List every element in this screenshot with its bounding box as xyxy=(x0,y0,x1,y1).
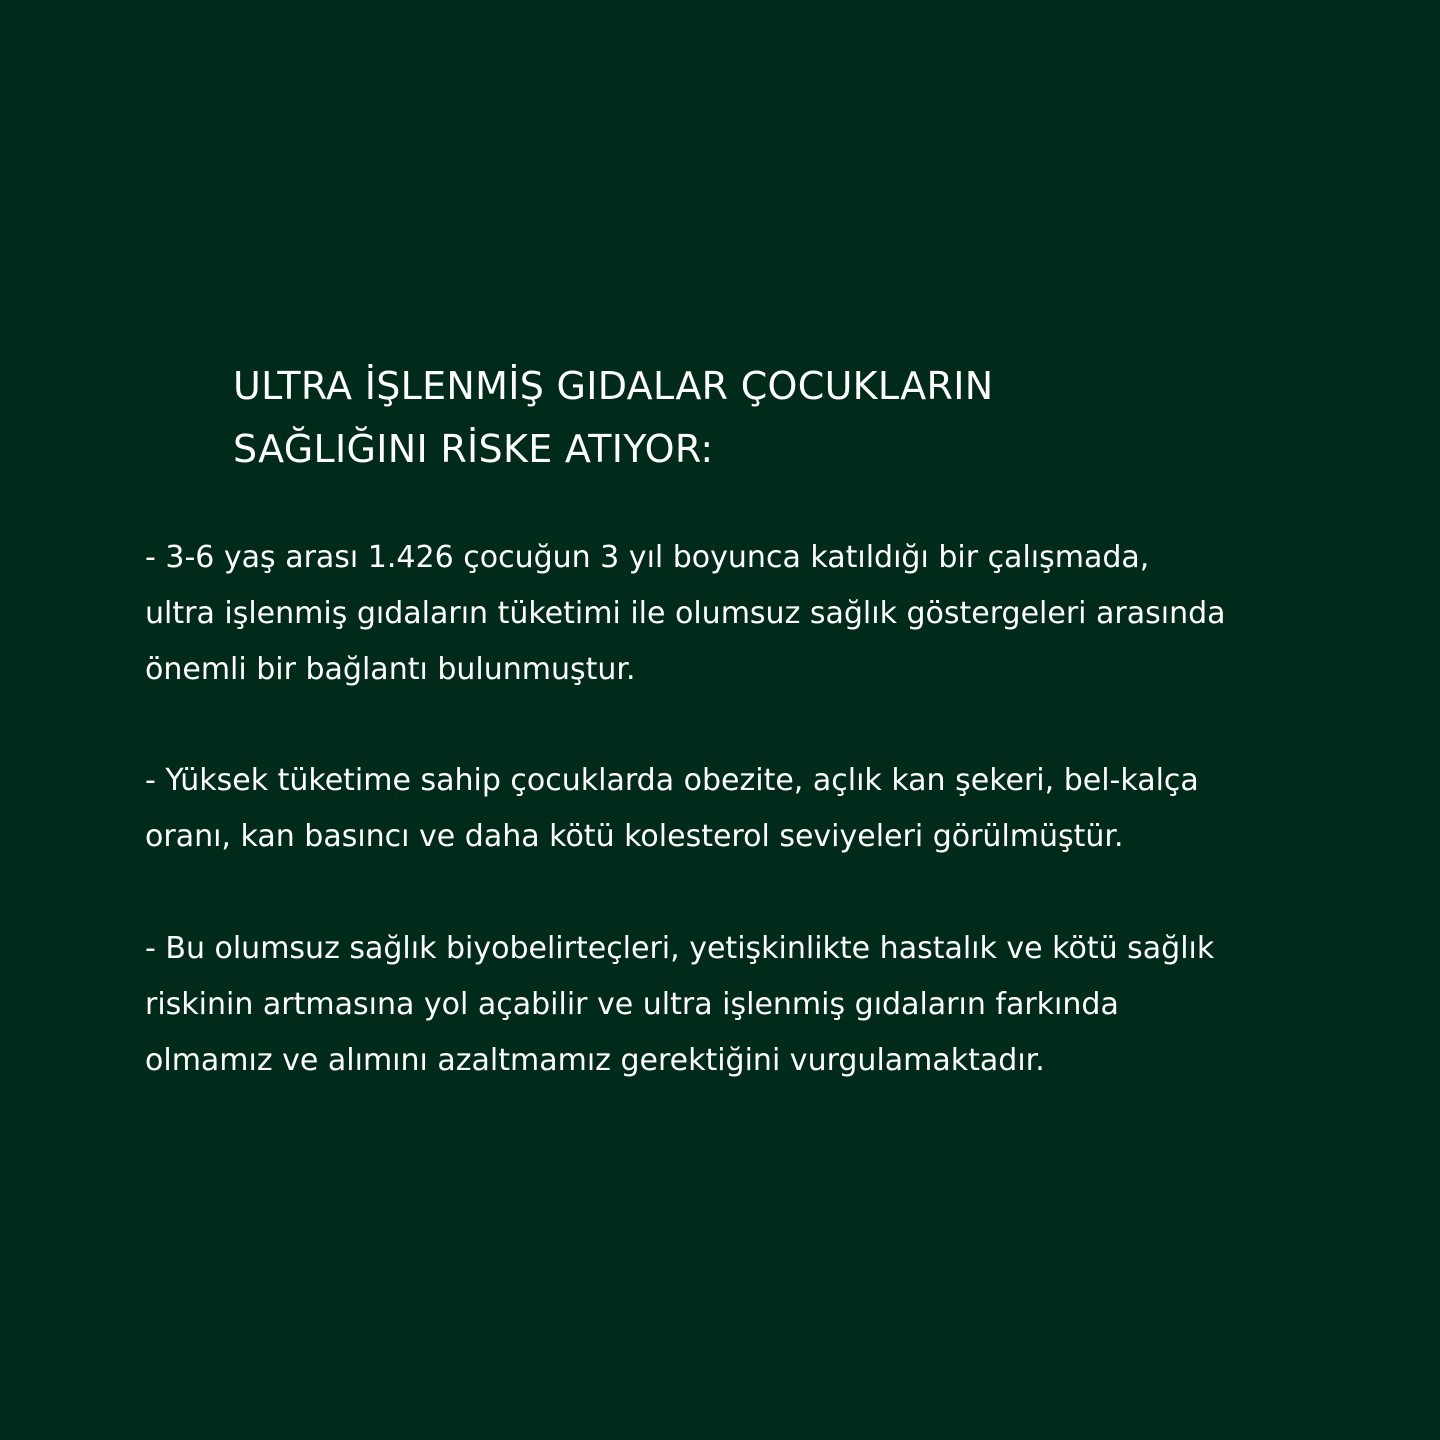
paragraph-line: - 3-6 yaş arası 1.426 çocuğun 3 yıl boyunca katıldığı bir çalışmada, xyxy=(145,540,1150,575)
paragraph-line: - Bu olumsuz sağlık biyobelirteçleri, yetişkinlikte hastalık ve kötü sağlık xyxy=(145,931,1215,966)
paragraph-line: oranı, kan basıncı ve daha kötü kolesterol seviyeleri görülmüştür. xyxy=(145,819,1124,854)
paragraph-line: önemli bir bağlantı bulunmuştur. xyxy=(145,652,636,687)
paragraph-conclusion xyxy=(145,921,1325,1089)
paragraph-study xyxy=(145,530,1325,698)
paragraph-line: ultra işlenmiş gıdaların tüketimi ile olumsuz sağlık göstergeleri arasında xyxy=(145,596,1226,631)
paragraph-line: - Yüksek tüketime sahip çocuklarda obezite, açlık kan şekeri, bel-kalça xyxy=(145,763,1199,798)
paragraph-line: riskinin artmasına yol açabilir ve ultra işlenmiş gıdaların farkında xyxy=(145,987,1119,1022)
paragraph-line: olmamız ve alımını azaltmamız gerektiğini vurgulamaktadır. xyxy=(145,1043,1045,1078)
paragraph-findings xyxy=(145,753,1325,865)
title-line: SAĞLIĞINI RİSKE ATIYOR: xyxy=(233,427,714,471)
page-title xyxy=(233,355,1213,481)
title-line: ULTRA İŞLENMİŞ GIDALAR ÇOCUKLARIN xyxy=(233,364,994,408)
